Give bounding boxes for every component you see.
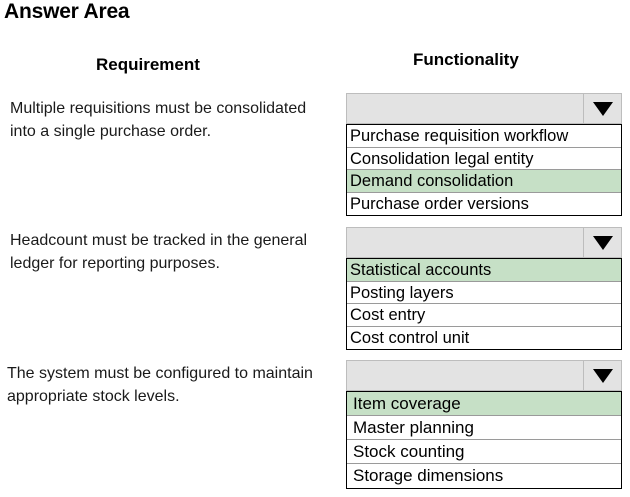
dropdown-2-button[interactable] (583, 228, 621, 257)
option-purchase-order-versions[interactable]: Purchase order versions (350, 194, 529, 213)
option-stock-counting[interactable]: Stock counting (347, 440, 621, 464)
dropdown-1-button[interactable] (583, 94, 621, 123)
requirement-1-line-1: Multiple requisitions must be consolidated (10, 100, 307, 117)
option-purchase-requisition-workflow[interactable]: Purchase requisition workflow (347, 125, 621, 148)
option-master-planning[interactable]: Master planning (347, 416, 621, 440)
dropdown-3-options (346, 391, 622, 489)
option-statistical-accounts[interactable]: Statistical accounts (347, 259, 621, 282)
requirement-2 (10, 229, 307, 275)
functionality-header: Functionality (413, 50, 519, 69)
dropdown-1-options (346, 124, 622, 216)
requirement-3-line-1: The system must be configured to maintain (7, 365, 313, 382)
option-storage-dimensions[interactable]: Storage dimensions (353, 466, 504, 485)
answer-area-title: Answer Area (4, 0, 130, 23)
requirement-3 (7, 362, 313, 408)
triangle-down-icon (593, 102, 613, 116)
requirement-3-line-2: appropriate stock levels. (7, 388, 180, 405)
functionality-dropdown-2[interactable] (346, 227, 622, 258)
requirement-1 (10, 97, 306, 143)
option-demand-consolidation[interactable]: Demand consolidation (347, 170, 621, 193)
functionality-dropdown-3[interactable] (346, 360, 622, 391)
functionality-dropdown-1[interactable] (346, 93, 622, 124)
dropdown-2-options (346, 258, 622, 350)
option-consolidation-legal-entity[interactable]: Consolidation legal entity (347, 148, 621, 171)
requirement-2-line-2: ledger for reporting purposes. (10, 255, 220, 272)
option-cost-control-unit[interactable]: Cost control unit (350, 328, 470, 347)
requirement-header: Requirement (96, 55, 200, 74)
requirement-1-line-2: into a single purchase order. (10, 123, 212, 140)
option-item-coverage[interactable]: Item coverage (347, 392, 621, 416)
triangle-down-icon (593, 369, 613, 383)
option-posting-layers[interactable]: Posting layers (347, 282, 621, 305)
requirement-2-line-1: Headcount must be tracked in the general (10, 232, 308, 249)
option-cost-entry[interactable]: Cost entry (347, 304, 621, 327)
triangle-down-icon (593, 236, 613, 250)
dropdown-3-button[interactable] (583, 361, 621, 390)
